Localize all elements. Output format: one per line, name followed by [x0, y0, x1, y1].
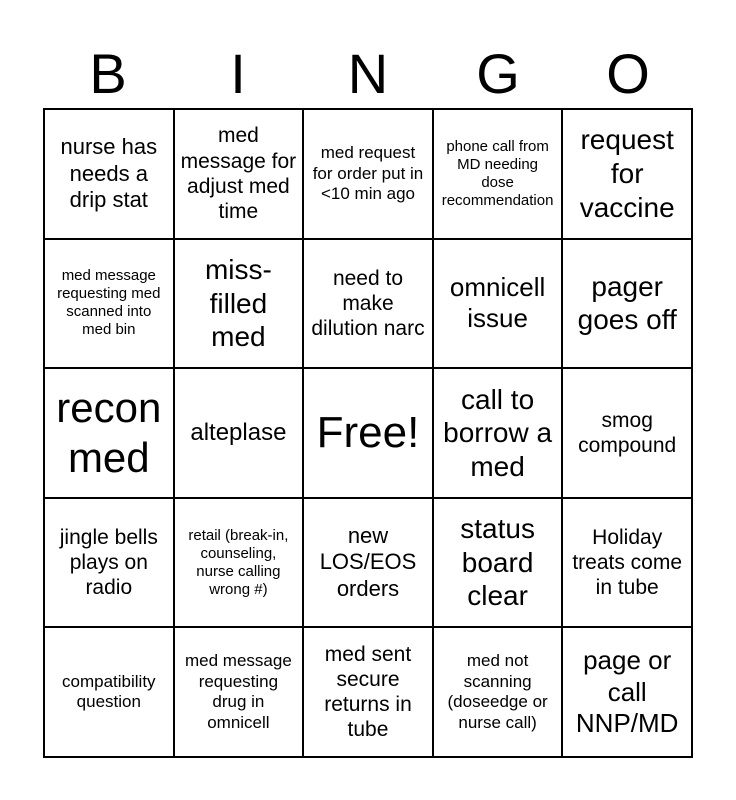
cell-text: Holiday treats come in tube — [572, 525, 683, 600]
bingo-header — [43, 40, 693, 108]
cell-text: compatibility question — [62, 671, 156, 712]
cell-text: omnicell issue — [449, 272, 546, 334]
bingo-cell[interactable] — [562, 627, 692, 757]
header-letter-n: N — [347, 42, 389, 105]
cell-text: med message for adjust med time — [180, 124, 297, 223]
bingo-cell[interactable] — [303, 627, 433, 757]
bingo-cell[interactable] — [44, 368, 174, 498]
cell-text: jingle bells plays on radio — [59, 525, 158, 600]
cell-text: retail (break-in, counseling, nurse calling wrong #) — [188, 526, 289, 598]
cell-text: med message requesting drug in omnicell — [185, 651, 292, 732]
cell-text: request for vaccine — [579, 124, 675, 223]
bingo-cell[interactable] — [562, 239, 692, 369]
cell-text: new LOS/EOS orders — [319, 523, 417, 601]
bingo-cell[interactable] — [44, 239, 174, 369]
cell-text: med message requesting med scanned into med bin — [57, 267, 161, 339]
cell-text: call to borrow a med — [443, 383, 553, 482]
bingo-cell[interactable] — [174, 498, 304, 628]
bingo-cell[interactable] — [174, 627, 304, 757]
cell-text: need to make dilution narc — [311, 266, 425, 340]
bingo-cell[interactable] — [303, 498, 433, 628]
bingo-cell[interactable] — [433, 498, 563, 628]
free-space-text: Free! — [316, 407, 420, 457]
header-letter-g: G — [476, 42, 520, 105]
header-letter-b: B — [89, 42, 127, 105]
cell-text: miss-filled med — [204, 254, 272, 353]
cell-text: recon med — [56, 383, 162, 481]
cell-text: phone call from MD needing dose recommendation — [441, 137, 554, 209]
bingo-cell[interactable] — [562, 368, 692, 498]
cell-text: status board clear — [460, 513, 535, 612]
bingo-cell[interactable] — [303, 109, 433, 239]
header-letter-o: O — [606, 42, 650, 105]
cell-text: med sent secure returns in tube — [324, 642, 412, 742]
bingo-cell[interactable] — [44, 109, 174, 239]
bingo-card-grid — [43, 108, 693, 758]
cell-text: alteplase — [190, 418, 287, 446]
cell-text: pager goes off — [577, 270, 677, 336]
bingo-cell[interactable] — [562, 109, 692, 239]
bingo-cell[interactable] — [174, 368, 304, 498]
cell-text: smog compound — [578, 408, 677, 457]
bingo-cell[interactable] — [562, 498, 692, 628]
cell-text: med not scanning (doseedge or nurse call) — [447, 651, 548, 732]
bingo-cell[interactable] — [433, 109, 563, 239]
cell-text: nurse has needs a drip stat — [60, 134, 158, 212]
bingo-cell[interactable] — [174, 239, 304, 369]
bingo-cell[interactable] — [433, 239, 563, 369]
bingo-cell[interactable] — [174, 109, 304, 239]
header-letter-i: I — [230, 42, 246, 105]
bingo-cell[interactable] — [44, 627, 174, 757]
free-space-cell[interactable] — [303, 368, 433, 498]
bingo-cell[interactable] — [433, 627, 563, 757]
bingo-cell[interactable] — [433, 368, 563, 498]
cell-text: page or call NNP/MD — [575, 645, 679, 738]
cell-text: med request for order put in <10 min ago — [312, 143, 424, 203]
bingo-cell[interactable] — [303, 239, 433, 369]
bingo-cell[interactable] — [44, 498, 174, 628]
